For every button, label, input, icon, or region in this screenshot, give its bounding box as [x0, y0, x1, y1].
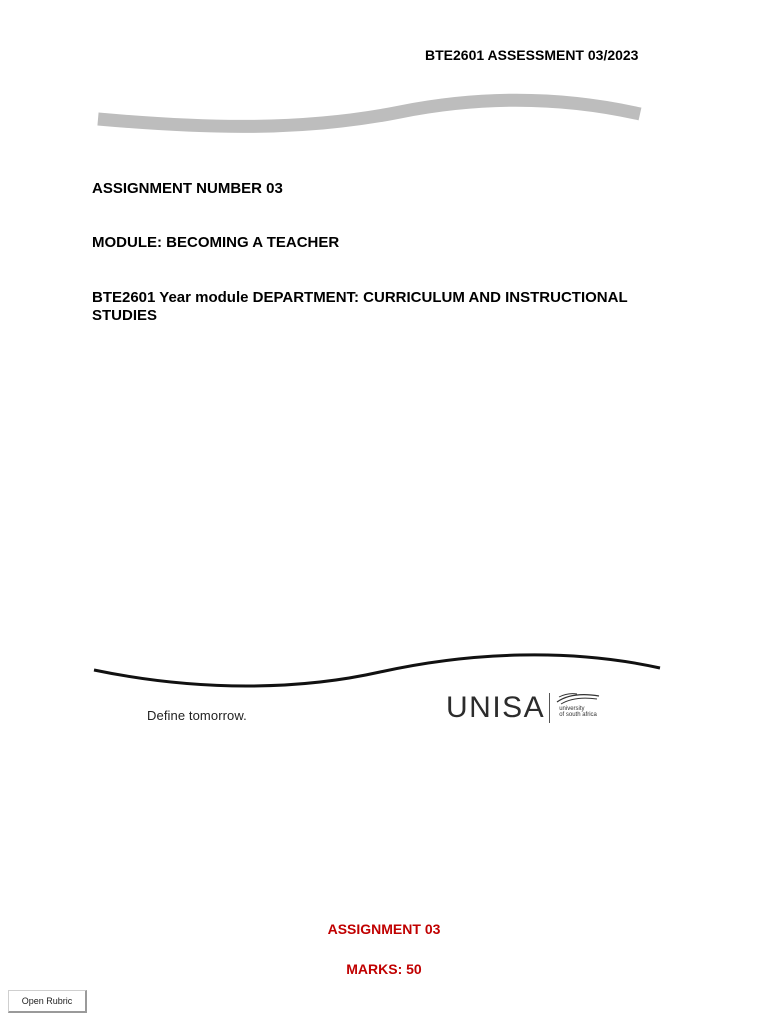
assignment-number-heading: ASSIGNMENT NUMBER 03	[92, 180, 283, 197]
wing-icon	[555, 692, 601, 706]
open-rubric-button[interactable]: Open Rubric	[8, 990, 87, 1013]
logo-separator	[549, 693, 550, 723]
bottom-black-wave	[94, 655, 660, 686]
unisa-logo	[446, 690, 603, 726]
logo-emblem	[555, 690, 603, 726]
module-heading: MODULE: BECOMING A TEACHER	[92, 234, 340, 251]
assessment-code: BTE2601 ASSESSMENT 03/2023	[425, 47, 639, 63]
marks-label: MARKS: 50	[346, 961, 422, 977]
department-heading: BTE2601 Year module DEPARTMENT: CURRICULUM AND INSTRUCTIONAL STUDIES	[92, 289, 628, 324]
assignment-label: ASSIGNMENT 03	[327, 921, 441, 937]
logo-wordmark: UNISA	[446, 691, 546, 724]
logo-subtitle: university of south africa	[559, 706, 597, 718]
tagline: Define tomorrow.	[147, 708, 247, 723]
top-grey-wave	[98, 100, 640, 126]
